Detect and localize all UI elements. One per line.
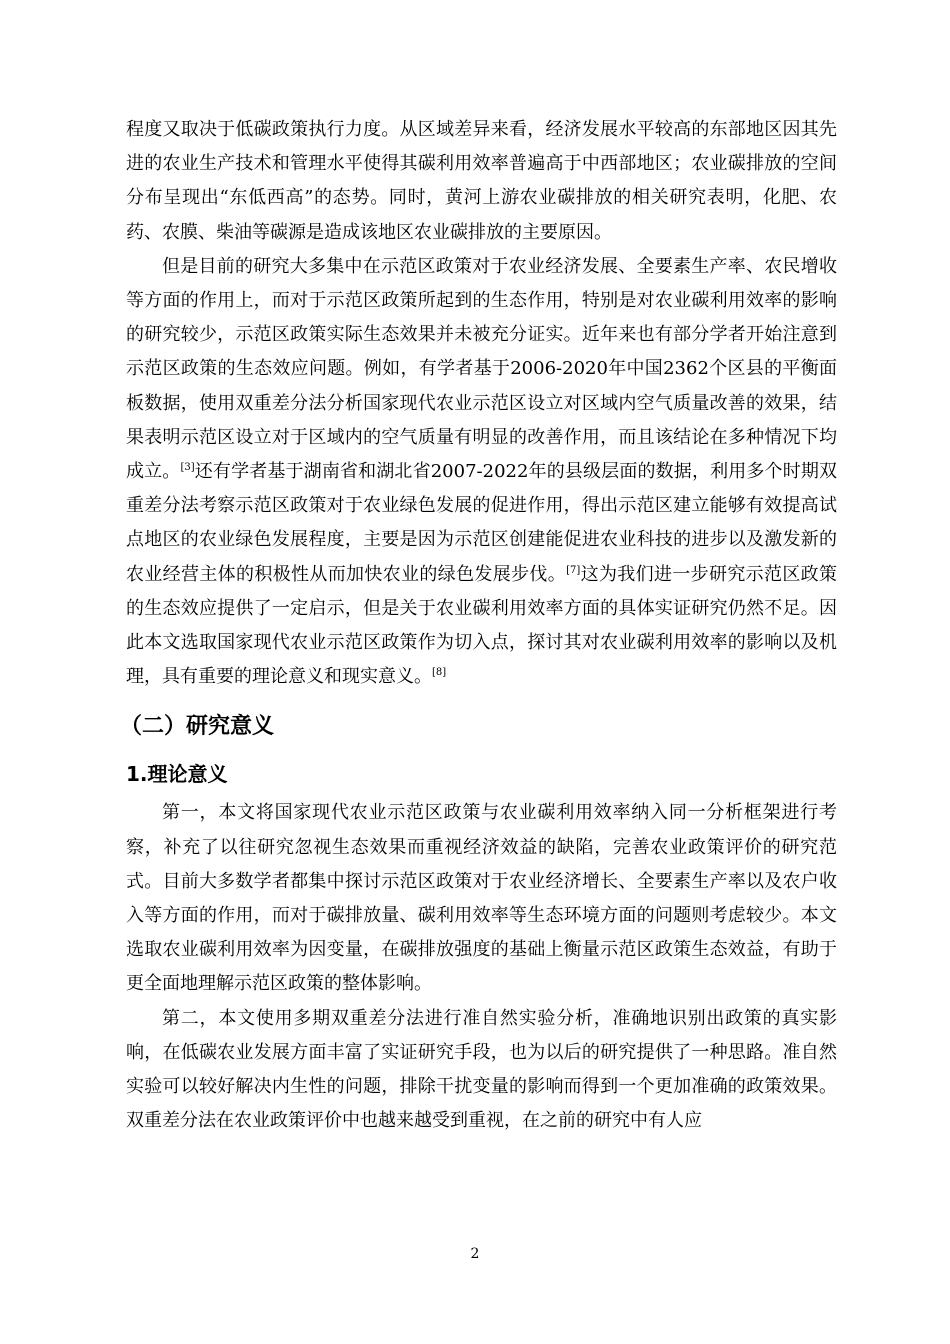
paragraph-continuation: 程度又取决于低碳政策执行力度。从区域差异来看，经济发展水平较高的东部地区因其先进的农业生产技术和管理水平使得其碳利用效率普遍高于中西部地区；农业碳排放的空间分布呈现出“东低西高”的态势。同时，黄河上游农业碳排放的相关研究表明，化肥、农药、农膜、柴油等碳源是造成该地区农业碳排放的主要原因。 bbox=[126, 119, 837, 243]
page-number: 2 bbox=[470, 1246, 480, 1262]
paragraph-text: 但是目前的研究大多集中在示范区政策对于农业经济发展、全要素生产率、农民增收等方面的作用上，而对于示范区政策所起到的生态作用，特别是对农业碳利用效率的影响的研究较少，示范区政策实际生态效果并未被充分证实。近年来也有部分学者开始注意到示范区政策的生态效应问题。例如，有学者基于2006-2020年中国2362个区县的平衡面板数据，使用双重差分法分析国家现代农业示范区设立对区域内空气质量改善的效果，结果表明示范区设立对于区域内的空气质量有明显的改善作用，而且该结论在多种情况下均成立。 bbox=[126, 255, 837, 483]
paragraph-text: 还有学者基于湖南省和湖北省2007-2022年的县级层面的数据，利用多个时期双重差分法考察示范区政策对于农业绿色发展的促进作用，得出示范区建立能够有效提高试点地区的农业绿色发展程度，主要是因为示范区创建能促进农业科技的进步以及激发新的农业经营主体的积极性从而加快农业的绿色发展步伐。 bbox=[126, 461, 837, 585]
paragraph-theory-second: 第二，本文使用多期双重差分法进行准自然实验分析，准确地识别出政策的真实影响，在低碳农业发展方面丰富了实证研究手段，也为以后的研究提供了一种思路。准自然实验可以较好解决内生性的问题，排除干扰变量的影响而得到一个更加准确的政策效果。双重差分法在农业政策评价中也越来越受到重视，在之前的研究中有人应 bbox=[126, 1007, 837, 1132]
citation-ref: [7] bbox=[566, 564, 581, 576]
paragraph-theory-first: 第一，本文将国家现代农业示范区政策与农业碳利用效率纳入同一分析框架进行考察，补充了以往研究忽视生态效果而重视经济效益的缺陷，完善农业政策评价的研究范式。目前大多数学者都集中探讨示范区政策对于农业经济增长、全要素生产率以及农户收入等方面的作用，而对于碳排放量、碳利用效率等生态环境方面的问题则考虑较少。本文选取农业碳利用效率为因变量，在碳排放强度的基础上衡量示范区政策生态效益，有助于更全面地理解示范区政策的整体影响。 bbox=[126, 802, 837, 995]
paragraph-research-gap bbox=[126, 250, 837, 695]
page-body bbox=[120, 113, 838, 1138]
paragraph-text: 这为我们进一步研究示范区政策的生态效应提供了一定启示，但是关于农业碳利用效率方面的具体实证研究仍然不足。因此本文选取国家现代农业示范区政策作为切入点，探讨其对农业碳利用效率的影响以及机理，具有重要的理论意义和现实意义。 bbox=[126, 563, 838, 688]
subsection-heading: 1.理论意义 bbox=[126, 762, 228, 787]
section-heading: （二）研究意义 bbox=[120, 714, 275, 740]
citation-ref: [8] bbox=[432, 667, 447, 679]
citation-ref: [3] bbox=[180, 462, 195, 474]
